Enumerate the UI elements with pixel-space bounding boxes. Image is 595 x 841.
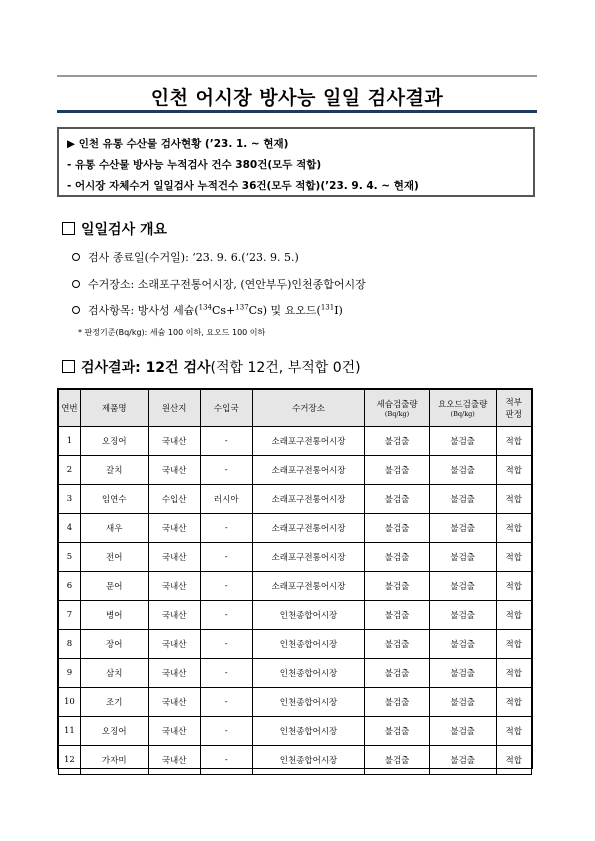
table-row [59, 630, 532, 659]
cs137-symbol: Cs) 및 요오드( [248, 304, 321, 317]
cell-iodine: 불검출 [429, 456, 496, 485]
cell-place: 소래포구전통어시장 [252, 427, 365, 456]
cell-origin: 국내산 [148, 717, 200, 746]
cell-no: 4 [59, 514, 81, 543]
overview-item-date [72, 249, 299, 265]
cell-no: 1 [59, 427, 81, 456]
cell-product: 임연수 [80, 485, 148, 514]
cell-judge: 적합 [496, 601, 531, 630]
header-origin: 원산지 [148, 390, 200, 427]
results-heading [62, 357, 361, 377]
cell-import: - [200, 572, 252, 601]
cell-origin: 국내산 [148, 456, 200, 485]
cell-cs: 불검출 [365, 427, 430, 456]
table-row [59, 514, 532, 543]
overview-heading [62, 219, 167, 239]
cell-import: - [200, 427, 252, 456]
cell-iodine: 불검출 [429, 572, 496, 601]
cs134-mass: 134 [198, 303, 212, 312]
cell-no: 3 [59, 485, 81, 514]
cell-import: 러시아 [200, 485, 252, 514]
cell-no: 10 [59, 688, 81, 717]
cell-place: 인천종합어시장 [252, 746, 365, 775]
circle-bullet-icon [72, 253, 80, 261]
header-import: 수입국 [200, 390, 252, 427]
cell-judge: 적합 [496, 456, 531, 485]
cell-import: - [200, 601, 252, 630]
cell-place: 소래포구전통어시장 [252, 456, 365, 485]
cell-iodine: 불검출 [429, 485, 496, 514]
cs137-mass: 137 [235, 303, 249, 312]
overview-item-place [72, 276, 366, 292]
table-row [59, 601, 532, 630]
cell-import: - [200, 688, 252, 717]
cell-product: 장어 [80, 630, 148, 659]
header-judge [496, 390, 531, 427]
cell-judge: 적합 [496, 688, 531, 717]
cell-product: 전어 [80, 543, 148, 572]
header-iodine-label: 요오드검출량 [438, 400, 488, 410]
table-row [59, 543, 532, 572]
cell-product: 오징어 [80, 717, 148, 746]
cell-judge: 적합 [496, 659, 531, 688]
cell-origin: 수입산 [148, 485, 200, 514]
cell-origin: 국내산 [148, 572, 200, 601]
header-iodine-unit: (Bq/kg) [450, 410, 475, 418]
cell-judge: 적합 [496, 572, 531, 601]
cell-place: 소래포구전통어시장 [252, 485, 365, 514]
table-row [59, 485, 532, 514]
cell-cs: 불검출 [365, 717, 430, 746]
cell-judge: 적합 [496, 485, 531, 514]
table-row [59, 427, 532, 456]
table-row [59, 659, 532, 688]
cell-judge: 적합 [496, 427, 531, 456]
table-row [59, 746, 532, 775]
title-block [57, 75, 537, 113]
header-iodine [429, 390, 496, 427]
page-title: 인천 어시장 방사능 일일 검사결과 [150, 87, 444, 109]
overview-heading-text: 일일검사 개요 [81, 222, 168, 238]
cell-origin: 국내산 [148, 543, 200, 572]
cell-cs: 불검출 [365, 514, 430, 543]
cell-place: 인천종합어시장 [252, 601, 365, 630]
cell-no: 11 [59, 717, 81, 746]
cell-iodine: 불검출 [429, 630, 496, 659]
cell-judge: 적합 [496, 514, 531, 543]
header-judge-2: 판정 [505, 410, 522, 420]
table-row [59, 717, 532, 746]
summary-line-2: - 유통 수산물 방사능 누적검사 건수 380건(모두 적합) [67, 159, 322, 171]
cell-place: 소래포구전통어시장 [252, 514, 365, 543]
cell-judge: 적합 [496, 746, 531, 775]
cell-cs: 불검출 [365, 630, 430, 659]
cs134-symbol: Cs+ [212, 304, 236, 317]
cell-product: 갈치 [80, 456, 148, 485]
cell-no: 8 [59, 630, 81, 659]
cell-no: 12 [59, 746, 81, 775]
criteria-note: * 판정기준(Bq/kg): 세슘 100 이하, 요오드 100 이하 [78, 328, 266, 337]
header-no: 연번 [59, 390, 81, 427]
cell-cs: 불검출 [365, 601, 430, 630]
cell-product: 오징어 [80, 427, 148, 456]
checkbox-square-icon [62, 360, 75, 373]
cell-import: - [200, 456, 252, 485]
cell-no: 5 [59, 543, 81, 572]
cell-iodine: 불검출 [429, 659, 496, 688]
cell-product: 삼치 [80, 659, 148, 688]
cell-judge: 적합 [496, 543, 531, 572]
cell-product: 새우 [80, 514, 148, 543]
cell-place: 인천종합어시장 [252, 717, 365, 746]
header-cs [365, 390, 430, 427]
cell-place: 소래포구전통어시장 [252, 543, 365, 572]
cell-iodine: 불검출 [429, 543, 496, 572]
i131-symbol: I) [334, 304, 343, 317]
cell-cs: 불검출 [365, 485, 430, 514]
cell-cs: 불검출 [365, 456, 430, 485]
header-cs-unit: (Bq/kg) [384, 410, 410, 418]
results-table [58, 389, 532, 775]
checkbox-square-icon [62, 222, 75, 235]
cell-import: - [200, 514, 252, 543]
cell-judge: 적합 [496, 630, 531, 659]
cell-product: 가자미 [80, 746, 148, 775]
cell-iodine: 불검출 [429, 717, 496, 746]
title-underline [57, 110, 537, 113]
cell-cs: 불검출 [365, 572, 430, 601]
table-row [59, 456, 532, 485]
cell-iodine: 불검출 [429, 688, 496, 717]
cell-no: 6 [59, 572, 81, 601]
overview-date-text: 검사 종료일(수거일): ‘23. 9. 6.(‘23. 9. 5.) [88, 251, 299, 264]
summary-box [57, 127, 535, 197]
table-row [59, 688, 532, 717]
cell-origin: 국내산 [148, 688, 200, 717]
cell-origin: 국내산 [148, 514, 200, 543]
cell-product: 조기 [80, 688, 148, 717]
cell-no: 9 [59, 659, 81, 688]
results-heading-bold: 검사결과: 12건 검사 [81, 360, 211, 376]
cell-place: 인천종합어시장 [252, 659, 365, 688]
cell-iodine: 불검출 [429, 427, 496, 456]
cell-no: 2 [59, 456, 81, 485]
cell-product: 문어 [80, 572, 148, 601]
overview-item-tests [72, 302, 343, 318]
table-header-row [59, 390, 532, 427]
cell-import: - [200, 717, 252, 746]
cell-iodine: 불검출 [429, 746, 496, 775]
table-row [59, 572, 532, 601]
cell-iodine: 불검출 [429, 514, 496, 543]
cell-place: 소래포구전통어시장 [252, 572, 365, 601]
cell-product: 병어 [80, 601, 148, 630]
cell-import: - [200, 543, 252, 572]
cell-origin: 국내산 [148, 746, 200, 775]
summary-line-3: - 어시장 자체수거 일일검사 누적건수 36건(모두 적합)(’23. 9. 4. ~ 현재) [67, 180, 419, 192]
circle-bullet-icon [72, 306, 80, 314]
cell-place: 인천종합어시장 [252, 688, 365, 717]
cell-place: 인천종합어시장 [252, 630, 365, 659]
header-place: 수거장소 [252, 390, 365, 427]
cell-judge: 적합 [496, 717, 531, 746]
cell-iodine: 불검출 [429, 601, 496, 630]
results-heading-rest: (적합 12건, 부적합 0건) [210, 360, 361, 376]
cell-origin: 국내산 [148, 630, 200, 659]
summary-line-1: ▶ 인천 유통 수산물 검사현황 (’23. 1. ~ 현재) [67, 138, 289, 150]
cell-cs: 불검출 [365, 659, 430, 688]
header-judge-1: 적부 [505, 398, 522, 408]
cell-origin: 국내산 [148, 659, 200, 688]
i131-mass: 131 [320, 303, 335, 312]
cell-cs: 불검출 [365, 746, 430, 775]
overview-place-text: 수거장소: 소래포구전통어시장, (연안부두)인천종합어시장 [88, 278, 366, 291]
cell-import: - [200, 630, 252, 659]
cell-no: 7 [59, 601, 81, 630]
cell-cs: 불검출 [365, 543, 430, 572]
cell-import: - [200, 746, 252, 775]
circle-bullet-icon [72, 280, 80, 288]
cell-origin: 국내산 [148, 601, 200, 630]
overview-tests-prefix: 검사항목: 방사성 세슘( [88, 304, 199, 317]
cell-import: - [200, 659, 252, 688]
header-cs-label: 세슘검출량 [376, 400, 418, 410]
cell-cs: 불검출 [365, 688, 430, 717]
header-product: 제품명 [80, 390, 148, 427]
cell-origin: 국내산 [148, 427, 200, 456]
